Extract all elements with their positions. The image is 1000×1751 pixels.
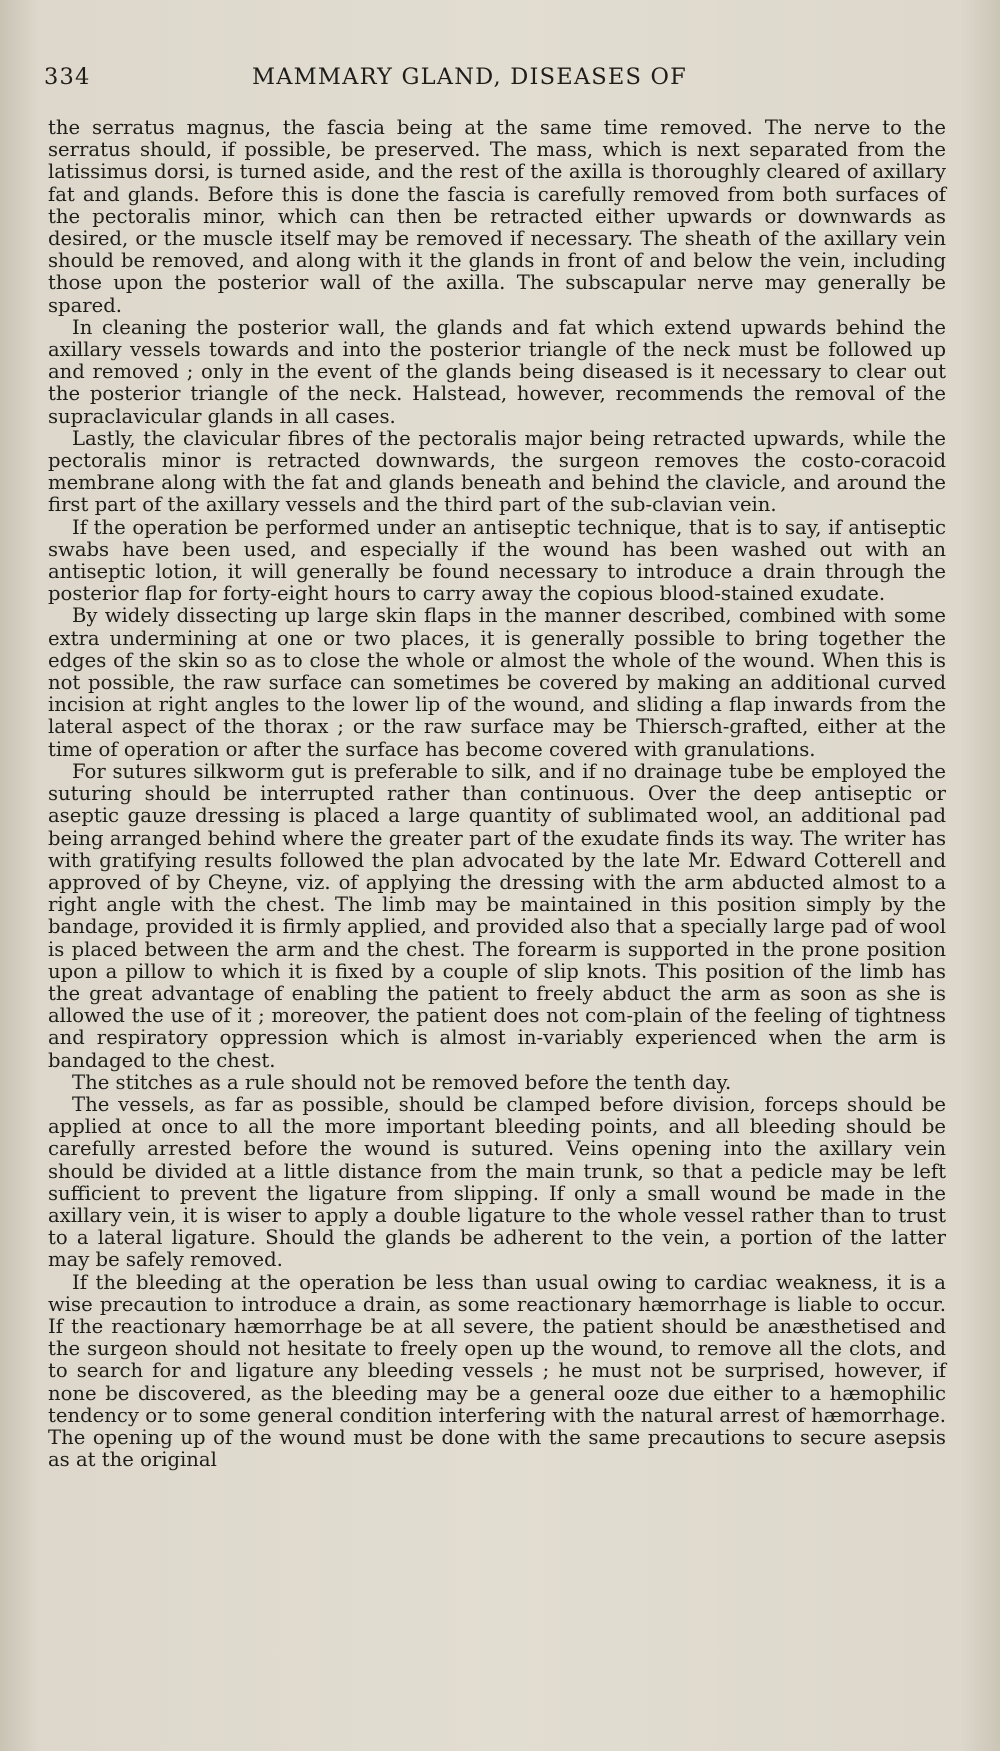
paragraph-sutures: For sutures silkworm gut is preferable to silk, and if no drainage tube be employed the suturing should be interrupted rather than continuous. Over the deep antiseptic or aseptic gauze dressing is placed a large quantity of sublimated wool, an additional pad being arranged behind where the greater part of the exudate finds its way. The writer has with gratifying results followed the plan advocated by the late Mr. Edward Cotterell and approved of by Cheyne, viz. of applying the dressing with the arm abducted almost to a right angle with the chest. The limb may be maintained in this position simply by the bandage, provided it is firmly applied, and provided also that a specially large pad of wool is placed between the arm and the chest. The forearm is supported in the prone position upon a pillow to which it is fixed by a couple of slip knots. This position of the limb has the great advantage of enabling the patient to freely abduct the arm as soon as she is allowed the use of it ; moreover, the patient does not com-plain of the feeling of tightness and respiratory oppression which is almost in-variably experienced when the arm is bandaged to the chest.: [48, 759, 946, 1072]
paragraph-vessels: The vessels, as far as possible, should be clamped before division, forceps should be applied at once to all the more important bleeding points, and all bleeding should be carefully arrested before the wound is sutured. Veins opening into the axillary vein should be divided at a little distance from the main trunk, so that a pedicle may be left sufficient to prevent the ligature from slipping. If only a small wound be made in the axillary vein, it is wiser to apply a double ligature to the whole vessel rather than to trust to a lateral ligature. Should the glands be adherent to the vein, a portion of the latter may be safely removed.: [48, 1092, 946, 1272]
paragraph-continued: the serratus magnus, the fascia being at the same time removed. The nerve to the serratus should, if possible, be preserved. The mass, which is next separated from the latissimus dorsi, is turned aside, and the rest of the axilla is thoroughly cleared of axillary fat and glands. Before this is done the fascia is carefully removed from both surfaces of the pectoralis minor, which can then be retracted either upwards or downwards as desired, or the muscle itself may be removed if necessary. The sheath of the axillary vein should be removed, and along with it the glands in front of and below the vein, including those upon the posterior wall of the axilla. The subscapular nerve may generally be spared.: [48, 116, 946, 317]
page-header: [44, 64, 744, 98]
paragraph-bleeding: If the bleeding at the operation be less than usual owing to cardiac weakness, it is a wise precaution to introduce a drain, as some reactionary hæmorrhage is liable to occur. If the reactionary hæmorrhage be at all severe, the patient should be anæsthetised and the surgeon should not hesitate to freely open up the wound, to remove all the clots, and to search for and ligature any bleeding vessels ; he must not be surprised, however, if none be discovered, as the bleeding may be a general ooze due either to a hæmophilic tendency or to some general condition interfering with the natural arrest of hæmorrhage. The opening up of the wound must be done with the same precautions to secure asepsis as at the original: [48, 1270, 946, 1472]
paragraph-clavicular-fibres: Lastly, the clavicular fibres of the pectoralis major being retracted upwards, while the pectoralis minor is retracted downwards, the surgeon removes the costo-coracoid membrane along with the fat and glands beneath and behind the clavicle, and around the first part of the axillary vessels and the third part of the sub-clavian vein.: [48, 426, 946, 517]
paragraph-antiseptic-technique: If the operation be performed under an antiseptic technique, that is to say, if antiseptic swabs have been used, and especially if the wound has been washed out with an antiseptic lotion, it will generally be found necessary to introduce a drain through the posterior flap for forty-eight hours to carry away the copious blood-stained exudate.: [48, 515, 946, 606]
body-text: [48, 117, 946, 1471]
paragraph-stitches: The stitches as a rule should not be removed before the tenth day.: [72, 1070, 732, 1094]
paragraph-posterior-wall: In cleaning the posterior wall, the glands and fat which extend upwards behind the axillary vessels towards and into the posterior triangle of the neck must be followed up and removed ; only in the event of the glands being diseased is it necessary to clear out the posterior triangle of the neck. Halstead, however, recommends the removal of the supraclavicular glands in all cases.: [48, 315, 946, 428]
paragraph-skin-flaps: By widely dissecting up large skin flaps in the manner described, combined with some extra undermining at one or two places, it is generally possible to bring together the edges of the skin so as to close the whole or almost the whole of the wound. When this is not possible, the raw surface can sometimes be covered by making an additional curved incision at right angles to the lower lip of the wound, and sliding a flap inwards from the lateral aspect of the thorax ; or the raw surface may be Thiersch-grafted, either at the time of operation or after the surface has become covered with granulations.: [48, 604, 946, 761]
running-title: MAMMARY GLAND, DISEASES OF: [252, 64, 687, 90]
page-number: 334: [44, 64, 91, 90]
